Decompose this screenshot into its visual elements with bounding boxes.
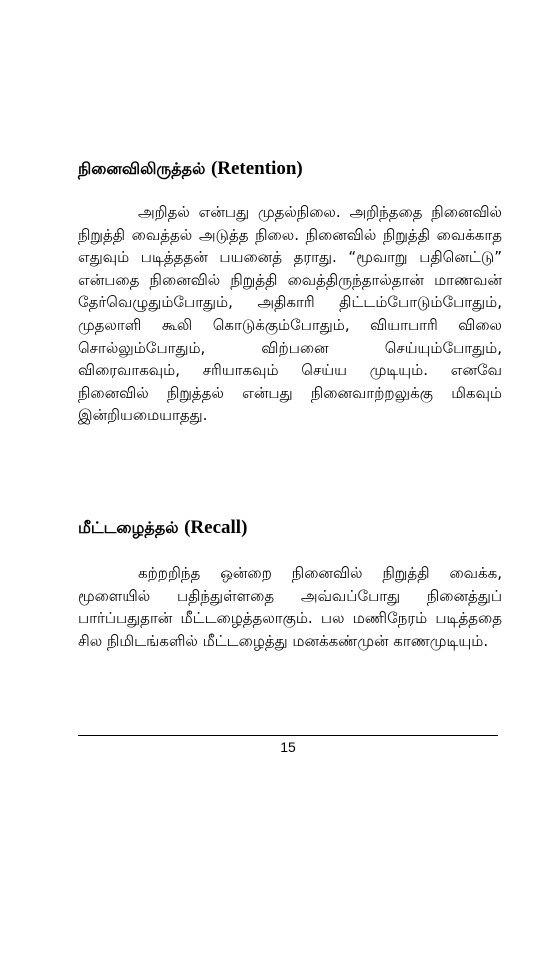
footer-divider (78, 735, 498, 736)
paragraph-retention: அறிதல் என்பது முதல்நிலை. அறிந்ததை நினைவில் நிறுத்தி வைத்தல் அடுத்த நிலை. நினைவில் நிறுத்தி வைக்காத எதுவும் படித்ததன் பயனைத் தராது. “மூவாறு பதினெட்டு” என்பதை நினைவில் நிறுத்தி வைத்திருந்தால்தான் மாணவன் தேர்வெழுதும்போதும், அதிகாரி திட்டம்போடும்போதும், முதலாளி கூலி கொடுக்கும்போதும், வியாபாரி விலை சொல்லும்போதும், விற்பனை செய்யும்போதும், விரைவாகவும், சரியாகவும் செய்ய முடியும். எனவே நினைவில் நிறுத்தல் என்பது நினைவாற்றலுக்கு மிகவும் இன்றியமையாதது. (78, 203, 502, 425)
heading-english-text: (Recall) (184, 517, 248, 538)
section-heading-retention (78, 158, 502, 180)
section-heading-recall (78, 517, 502, 539)
heading-tamil-text: மீட்டழைத்தல் (78, 518, 179, 537)
heading-english-text: (Retention) (210, 158, 303, 179)
paragraph-recall: கற்றறிந்த ஒன்றை நினைவில் நிறுத்தி வைக்க, மூளையில் பதிந்துள்ளதை அவ்வப்போது நினைத்துப் பார்ப்பதுதான் மீட்டழைத்தலாகும். பல மணிநேரம் படித்ததை சில நிமிடங்களில் மீட்டழைத்து மனக்கண்முன் காணமுடியும். (78, 564, 502, 650)
page-number: 15 (280, 739, 296, 755)
heading-tamil-text: நினைவிலிருத்தல் (78, 159, 206, 178)
